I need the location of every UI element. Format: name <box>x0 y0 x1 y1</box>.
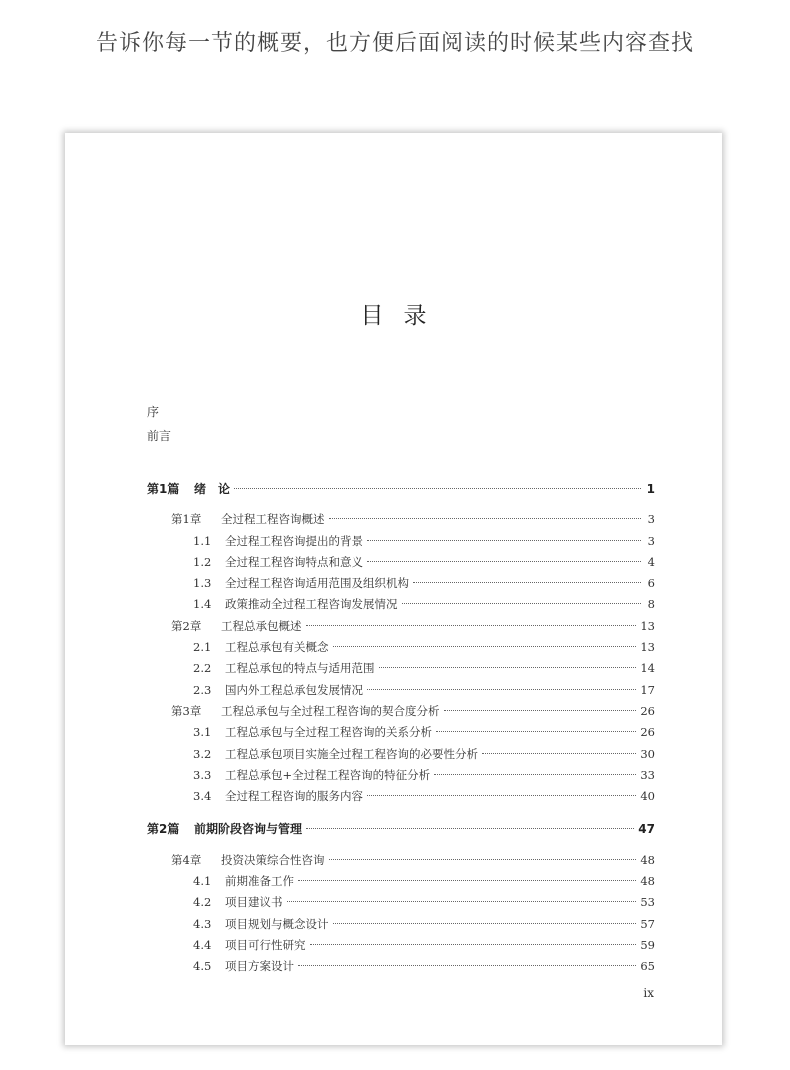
toc-entry-page: 48 <box>640 874 655 889</box>
toc-entry-number: 第2章 <box>171 618 202 633</box>
toc-entry-section[interactable] <box>147 722 655 743</box>
dot-leader <box>287 901 637 902</box>
toc-entry-section[interactable] <box>147 786 655 807</box>
toc-entry-title: 项目规划与概念设计 <box>225 916 329 931</box>
toc-entry-number: 2.2 <box>193 661 212 676</box>
dot-leader <box>310 944 637 945</box>
toc-entry-page: 57 <box>640 916 655 931</box>
dot-leader <box>413 582 641 583</box>
toc-entry-number: 4.3 <box>193 916 212 931</box>
toc-entry-section[interactable] <box>147 552 655 573</box>
toc-entry-section[interactable] <box>147 765 655 786</box>
toc-entry-page: 40 <box>640 789 655 804</box>
front-matter-foreword: 前言 <box>147 429 172 443</box>
front-matter-preface: 序 <box>147 405 160 419</box>
toc-entry-number: 3.4 <box>193 789 212 804</box>
book-page <box>65 133 722 1045</box>
toc-entry-number: 1.4 <box>193 597 212 612</box>
dot-leader <box>367 689 636 690</box>
dot-leader <box>306 828 634 829</box>
toc-entry-title: 工程总承包有关概念 <box>225 640 329 655</box>
toc-entry-title: 全过程工程咨询提出的背景 <box>225 533 363 548</box>
dot-leader <box>482 753 636 754</box>
toc-entry-title: 全过程工程咨询概述 <box>221 512 325 527</box>
toc-entry-section[interactable] <box>147 594 655 615</box>
toc-entry-title: 项目方案设计 <box>225 959 294 974</box>
toc-entry-chapter[interactable] <box>147 509 655 530</box>
toc-entry-page: 8 <box>647 597 655 612</box>
table-of-contents <box>147 479 655 978</box>
page-number: ix <box>643 986 654 1000</box>
toc-entry-page: 59 <box>640 937 655 952</box>
toc-entry-page: 4 <box>647 554 655 569</box>
toc-entry-title: 绪 论 <box>194 482 231 496</box>
toc-entry-section[interactable] <box>147 637 655 658</box>
toc-entry-title: 工程总承包概述 <box>221 618 302 633</box>
toc-entry-number: 2.3 <box>193 682 212 697</box>
dot-leader <box>333 646 637 647</box>
dot-leader <box>379 667 637 668</box>
dot-leader <box>329 859 637 860</box>
toc-entry-number: 4.1 <box>193 874 212 889</box>
toc-entry-page: 26 <box>640 703 655 718</box>
toc-entry-title: 项目建议书 <box>225 895 283 910</box>
toc-entry-number: 1.3 <box>193 576 212 591</box>
toc-entry-number: 第1章 <box>171 512 202 527</box>
toc-entry-title: 国内外工程总承包发展情况 <box>225 682 363 697</box>
toc-entry-part[interactable] <box>147 479 655 500</box>
toc-entry-chapter[interactable] <box>147 616 655 637</box>
toc-entry-number: 第3章 <box>171 703 202 718</box>
toc-entry-section[interactable] <box>147 658 655 679</box>
toc-entry-title: 前期准备工作 <box>225 874 294 889</box>
toc-entry-title: 全过程工程咨询的服务内容 <box>225 789 363 804</box>
toc-entry-page: 13 <box>640 618 655 633</box>
toc-entry-number: 第4章 <box>171 852 202 867</box>
toc-entry-page: 14 <box>640 661 655 676</box>
toc-entry-number: 4.5 <box>193 959 212 974</box>
toc-entry-section[interactable] <box>147 914 655 935</box>
toc-entry-page: 33 <box>640 767 655 782</box>
toc-entry-section[interactable] <box>147 935 655 956</box>
toc-entry-section[interactable] <box>147 956 655 977</box>
toc-entry-page: 26 <box>640 725 655 740</box>
toc-entry-title: 工程总承包与全过程工程咨询的契合度分析 <box>221 703 440 718</box>
toc-entry-number: 1.2 <box>193 554 212 569</box>
toc-entry-number: 3.3 <box>193 767 212 782</box>
toc-entry-part[interactable] <box>147 819 655 840</box>
toc-entry-chapter[interactable] <box>147 850 655 871</box>
toc-entry-title: 前期阶段咨询与管理 <box>194 822 303 837</box>
toc-entry-page: 65 <box>640 959 655 974</box>
toc-entry-title: 全过程工程咨询特点和意义 <box>225 554 363 569</box>
dot-leader <box>367 561 641 562</box>
dot-leader <box>298 880 636 881</box>
toc-entry-page: 13 <box>640 640 655 655</box>
toc-entry-number: 3.2 <box>193 746 212 761</box>
toc-entry-section[interactable] <box>147 680 655 701</box>
dot-leader <box>436 731 636 732</box>
toc-entry-title: 政策推动全过程工程咨询发展情况 <box>225 597 398 612</box>
toc-entry-page: 30 <box>640 746 655 761</box>
toc-entry-title: 投资决策综合性咨询 <box>221 852 325 867</box>
dot-leader <box>329 518 642 519</box>
toc-entry-section[interactable] <box>147 744 655 765</box>
toc-entry-section[interactable] <box>147 573 655 594</box>
toc-entry-number: 4.4 <box>193 937 212 952</box>
toc-entry-number: 2.1 <box>193 640 212 655</box>
caption: 告诉你每一节的概要，也方便后面阅读的时候某些内容查找 <box>95 31 694 56</box>
dot-leader <box>444 710 637 711</box>
toc-entry-title: 工程总承包项目实施全过程工程咨询的必要性分析 <box>225 746 478 761</box>
toc-entry-number: 3.1 <box>193 725 212 740</box>
toc-entry-section[interactable] <box>147 531 655 552</box>
toc-entry-page: 48 <box>640 852 655 867</box>
dot-leader <box>367 795 636 796</box>
dot-leader <box>333 923 637 924</box>
toc-entry-section[interactable] <box>147 892 655 913</box>
toc-entry-number: 4.2 <box>193 895 212 910</box>
toc-entry-page: 47 <box>638 822 655 837</box>
dot-leader <box>367 540 641 541</box>
toc-entry-title: 工程总承包+全过程工程咨询的特征分析 <box>225 767 431 782</box>
dot-leader <box>306 625 637 626</box>
toc-entry-chapter[interactable] <box>147 701 655 722</box>
toc-entry-number: 1.1 <box>193 533 212 548</box>
toc-entry-page: 53 <box>640 895 655 910</box>
toc-entry-number: 第1篇 <box>147 482 180 496</box>
toc-entry-page: 3 <box>647 512 655 527</box>
toc-entry-page: 1 <box>646 482 655 496</box>
toc-entry-page: 17 <box>640 682 655 697</box>
toc-entry-page: 6 <box>647 576 655 591</box>
toc-entry-title: 项目可行性研究 <box>225 937 306 952</box>
toc-entry-title: 全过程工程咨询适用范围及组织机构 <box>225 576 409 591</box>
dot-leader <box>402 603 642 604</box>
dot-leader <box>434 774 636 775</box>
page-title: 目录 <box>360 303 447 329</box>
toc-entry-section[interactable] <box>147 871 655 892</box>
toc-entry-title: 工程总承包的特点与适用范围 <box>225 661 375 676</box>
toc-entry-number: 第2篇 <box>147 822 180 837</box>
dot-leader <box>234 488 641 489</box>
toc-entry-page: 3 <box>647 533 655 548</box>
dot-leader <box>298 965 636 966</box>
toc-entry-title: 工程总承包与全过程工程咨询的关系分析 <box>225 725 432 740</box>
